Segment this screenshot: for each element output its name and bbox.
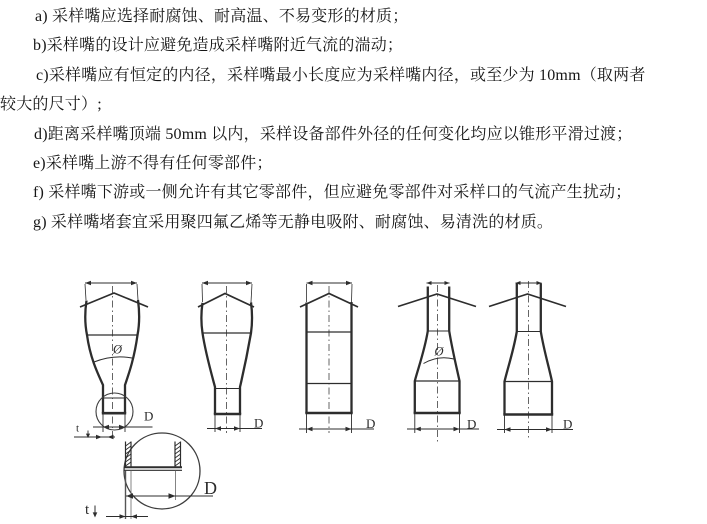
outline-left xyxy=(415,287,428,414)
doc-line-c-wrap: 较大的尺寸）; xyxy=(0,96,102,114)
angle-arc xyxy=(94,357,132,362)
tip-detail-view xyxy=(85,433,217,519)
diameter-label: D xyxy=(204,478,217,498)
outline-right xyxy=(449,287,459,414)
doc-line-f: f) 采样嘴下游或一侧允许有其它零部件，但应避免零部件对采样口的气流产生扰动； xyxy=(33,184,632,202)
nozzle-3 xyxy=(299,281,375,433)
doc-line-c: c)采样嘴应有恒定的内径，采样嘴最小长度应为采样嘴内径，或至少为 10mm（取两者 xyxy=(36,66,646,84)
thickness-label: t xyxy=(76,422,80,435)
flow-arrow xyxy=(198,294,254,308)
doc-line-d: d)距离采样嘴顶端 50mm 以内，采样设备部件外径的任何变化均应以锥形平滑过渡； xyxy=(34,125,633,143)
hatching-right xyxy=(175,442,181,466)
flow-arrow xyxy=(489,294,566,307)
outline-left xyxy=(505,284,517,415)
phi-label: Ø xyxy=(112,342,123,357)
nozzle-5 xyxy=(489,281,573,440)
outline-right xyxy=(541,283,552,414)
phi-label: Ø xyxy=(434,344,444,359)
angle-arc xyxy=(424,358,455,364)
diameter-label: D xyxy=(144,408,154,424)
outline-right xyxy=(125,300,139,413)
dim-arrow xyxy=(85,281,91,286)
nozzle-1 xyxy=(74,281,153,440)
outline-left xyxy=(201,303,215,414)
diameter-label: D xyxy=(366,416,376,431)
outline-right xyxy=(240,302,252,414)
diameter-label: D xyxy=(467,416,477,432)
flow-arrow xyxy=(398,294,476,307)
doc-line-b: b)采样嘴的设计应避免造成采样嘴附近气流的湍动； xyxy=(33,37,404,55)
doc-line-a: a) 采样嘴应选择耐腐蚀、耐高温、不易变形的材质； xyxy=(35,8,409,25)
nozzle-2 xyxy=(198,281,263,433)
nozzle-4 xyxy=(398,281,479,443)
dim-arrow xyxy=(103,425,109,430)
thickness-label: t xyxy=(85,502,90,518)
doc-line-g: g) 采样嘴堵套宜采用聚四氟乙烯等无静电吸附、耐腐蚀、易清洗的材质。 xyxy=(33,213,554,231)
diameter-label: D xyxy=(254,415,264,431)
outline-left xyxy=(85,301,103,414)
detail-circle xyxy=(124,433,200,509)
doc-line-e: e)采样嘴上游不得有任何零部件； xyxy=(33,154,273,172)
dim-arrow xyxy=(131,281,137,286)
diameter-label: D xyxy=(563,416,573,432)
